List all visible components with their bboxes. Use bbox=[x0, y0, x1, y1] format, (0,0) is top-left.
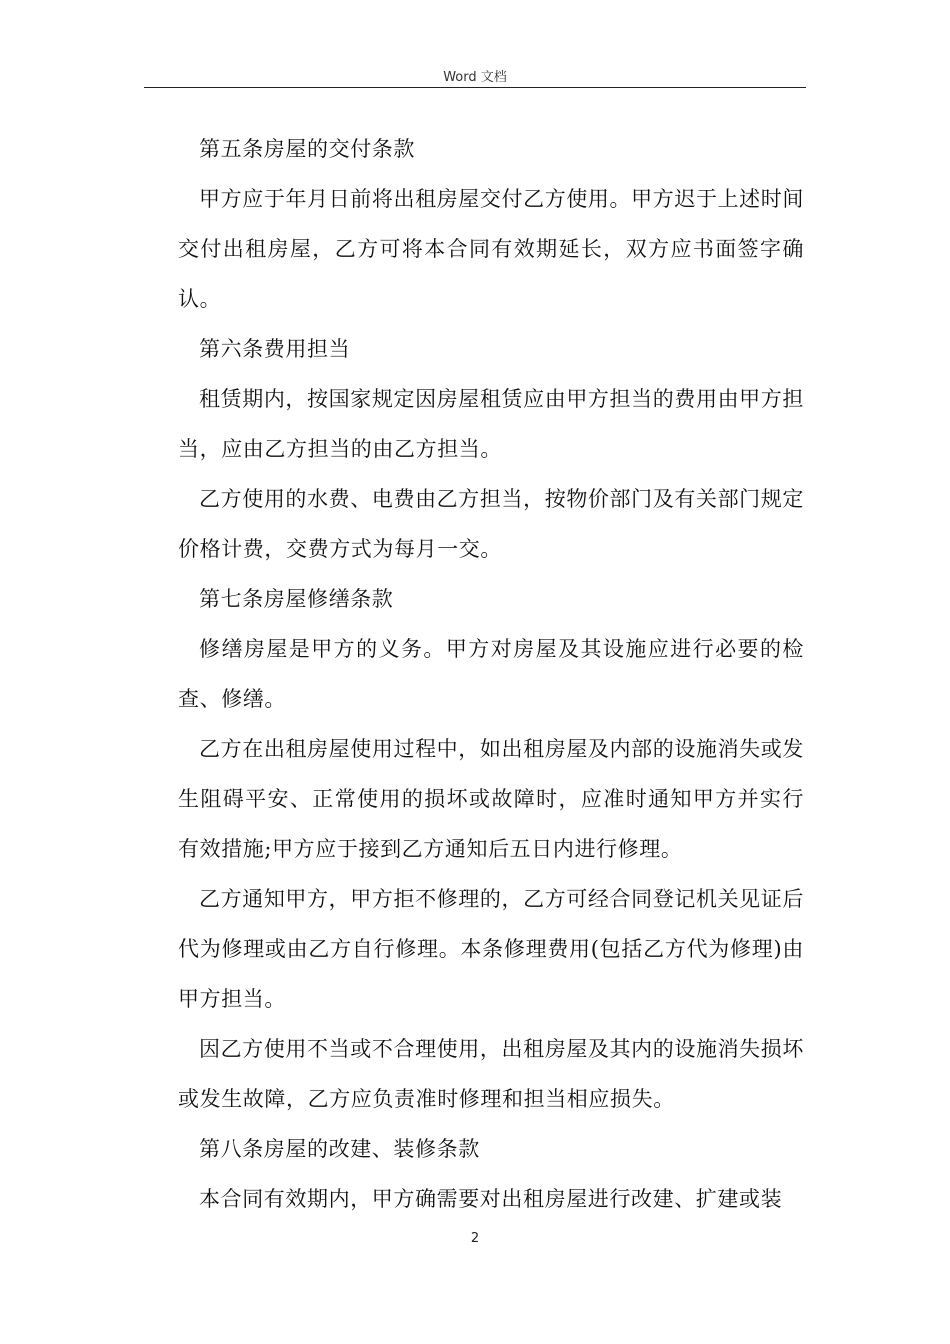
section-heading-8: 第八条房屋的改建、装修条款 bbox=[199, 1137, 480, 1161]
section-heading-6: 第六条费用担当 bbox=[199, 337, 351, 361]
page-header: Word 文档 bbox=[443, 70, 507, 85]
header-divider bbox=[144, 87, 806, 88]
paragraph: 乙方在出租房屋使用过程中，如出租房屋及内部的设施消失或发生阻碍平安、正常使用的损坏或故障时，应准时通知甲方并实行有效措施;甲方应于接到乙方通知后五日内进行修理。 bbox=[178, 737, 804, 861]
paragraph: 甲方应于年月日前将出租房屋交付乙方使用。甲方迟于上述时间交付出租房屋，乙方可将本合同有效期延长，双方应书面签字确认。 bbox=[178, 187, 804, 311]
paragraph: 本合同有效期内，甲方确需要对出租房屋进行改建、扩建或装 bbox=[199, 1187, 783, 1211]
section-heading-7: 第七条房屋修缮条款 bbox=[199, 587, 394, 611]
document-body bbox=[178, 124, 804, 1224]
section-heading-5: 第五条房屋的交付条款 bbox=[199, 137, 415, 161]
paragraph: 修缮房屋是甲方的义务。甲方对房屋及其设施应进行必要的检查、修缮。 bbox=[178, 637, 804, 711]
paragraph: 乙方通知甲方，甲方拒不修理的，乙方可经合同登记机关见证后代为修理或由乙方自行修理。本条修理费用(包括乙方代为修理)由甲方担当。 bbox=[178, 887, 804, 1011]
paragraph: 乙方使用的水费、电费由乙方担当，按物价部门及有关部门规定价格计费，交费方式为每月一交。 bbox=[178, 487, 804, 561]
paragraph: 租赁期内，按国家规定因房屋租赁应由甲方担当的费用由甲方担当，应由乙方担当的由乙方担当。 bbox=[178, 387, 804, 461]
paragraph: 因乙方使用不当或不合理使用，出租房屋及其内的设施消失损坏或发生故障，乙方应负责准时修理和担当相应损失。 bbox=[178, 1037, 804, 1111]
page-number: 2 bbox=[470, 1231, 480, 1246]
